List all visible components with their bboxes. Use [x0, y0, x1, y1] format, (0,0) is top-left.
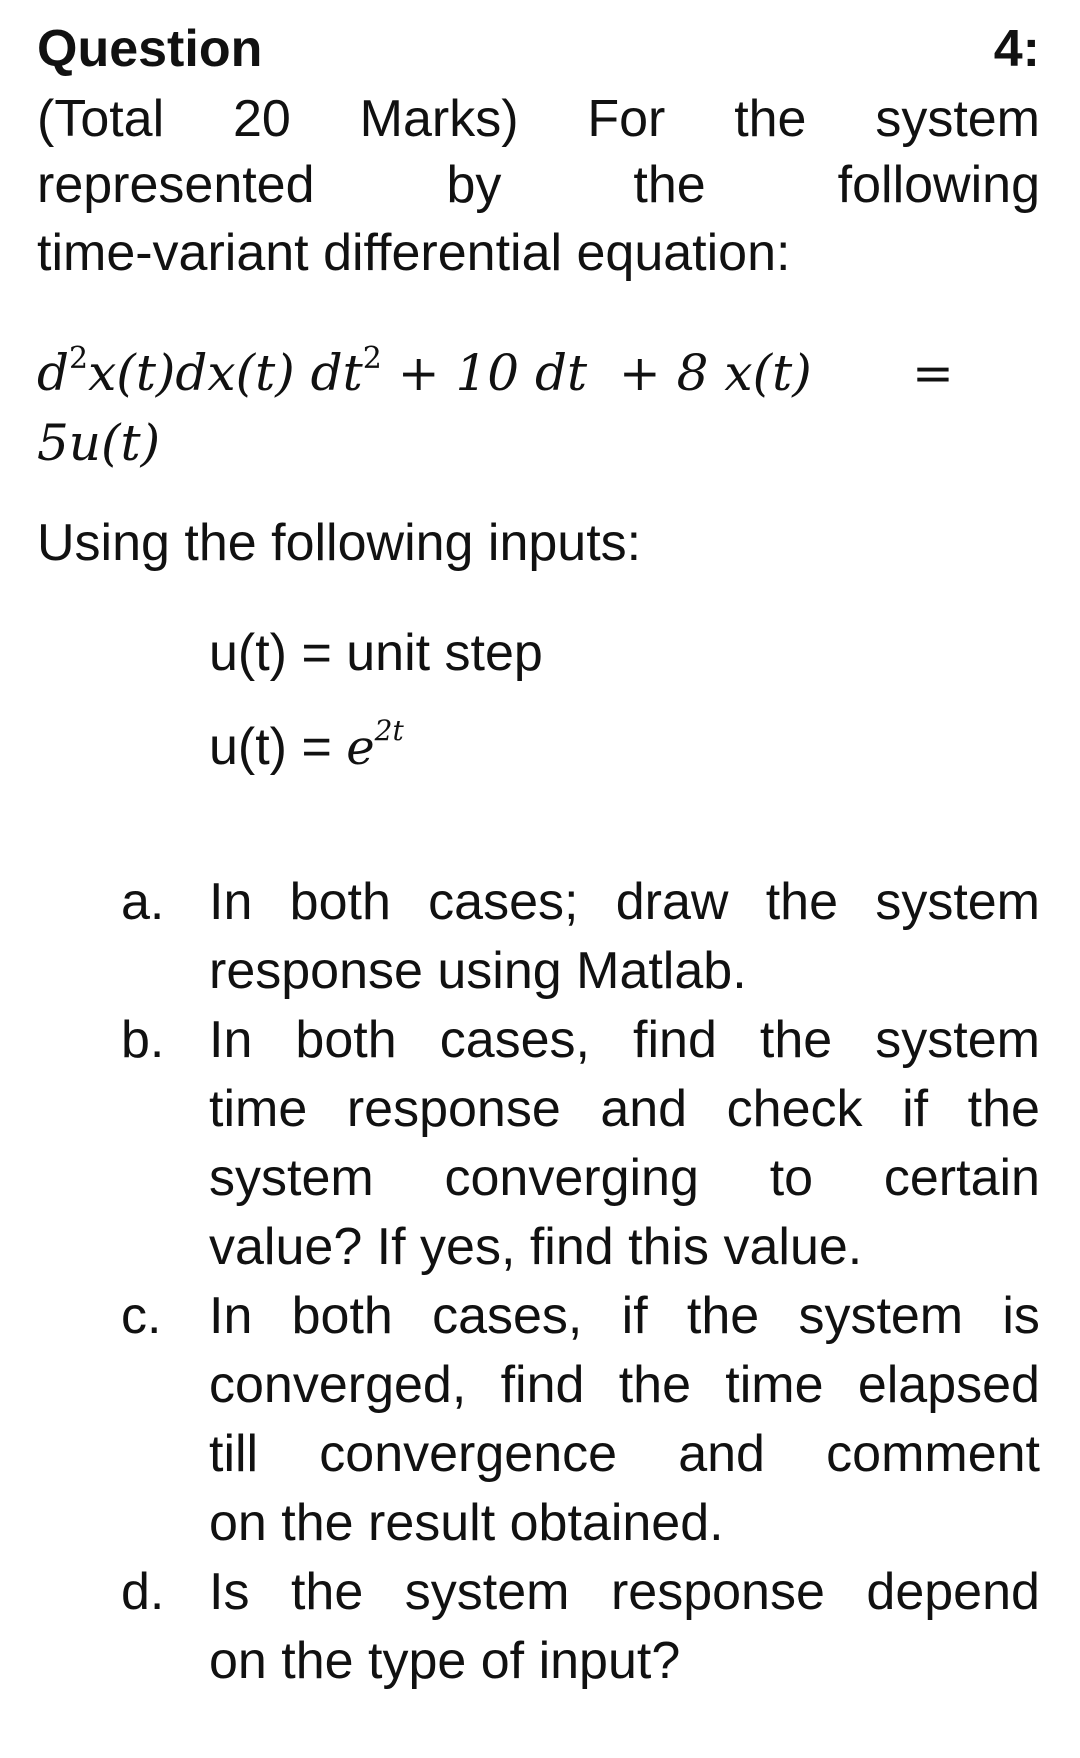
item-line — [209, 1351, 1040, 1420]
marks-word: (Total — [37, 90, 165, 148]
item-line — [209, 1075, 1040, 1144]
item-word: find — [500, 1356, 585, 1414]
item-word: certain — [883, 1149, 1040, 1207]
question-title: Question — [37, 20, 263, 78]
item-word: converged, — [209, 1356, 467, 1414]
item-word: the — [290, 1563, 364, 1621]
item-word: if — [621, 1287, 648, 1345]
equation-rhs — [37, 408, 160, 478]
exponential-expression — [346, 714, 404, 776]
exponential-base: e — [346, 720, 375, 776]
item-word: In — [209, 873, 253, 931]
exponential-power: 2t — [374, 714, 404, 747]
input-unit-step: u(t) = unit step — [209, 624, 543, 682]
item-word: time — [209, 1080, 308, 1138]
item-word: and — [678, 1425, 765, 1483]
item-line: response using Matlab. — [209, 942, 747, 1000]
equation-rest: + 10 dt + 8 x(t) — [381, 344, 812, 402]
item-line — [209, 868, 1040, 937]
item-word: system — [209, 1149, 374, 1207]
description-word: the — [633, 156, 706, 214]
item-word: find — [633, 1011, 717, 1069]
description-word: following — [837, 156, 1040, 214]
item-word: the — [759, 1011, 833, 1069]
item-line: value? If yes, find this value. — [209, 1218, 863, 1276]
marks-word: 20 — [232, 90, 291, 148]
item-word: both — [291, 1287, 393, 1345]
item-line — [209, 1558, 1040, 1627]
item-line: on the result obtained. — [209, 1494, 724, 1552]
item-word: time — [725, 1356, 824, 1414]
item-word: check — [726, 1080, 863, 1138]
question-number: 4: — [993, 20, 1040, 78]
description-end: time-variant differential equation: — [37, 224, 791, 282]
item-word: the — [967, 1080, 1040, 1138]
item-word: is — [1002, 1287, 1040, 1345]
item-word: cases, — [432, 1287, 583, 1345]
item-word: comment — [826, 1425, 1040, 1483]
item-line: on the type of input? — [209, 1632, 681, 1690]
item-word: both — [295, 1011, 397, 1069]
item-word: cases; — [428, 873, 579, 931]
item-line — [209, 1282, 1040, 1351]
item-word: and — [600, 1080, 688, 1138]
item-word: In — [209, 1011, 253, 1069]
item-word: depend — [866, 1563, 1040, 1621]
item-word: system — [875, 873, 1040, 931]
inputs-title: Using the following inputs: — [37, 514, 642, 572]
item-word: if — [902, 1080, 929, 1138]
item-word: response — [346, 1080, 561, 1138]
equation-term: x(t)dx(t) dt — [88, 344, 363, 402]
item-word: the — [686, 1287, 760, 1345]
item-word: converging — [444, 1149, 699, 1207]
description-word: represented — [37, 156, 315, 214]
item-letter: a. — [121, 873, 165, 931]
item-word: Is — [209, 1563, 250, 1621]
description-word: by — [446, 156, 502, 214]
equation-lhs — [37, 338, 812, 408]
item-word: system — [798, 1287, 964, 1345]
description-line — [37, 150, 1040, 220]
item-word: system — [875, 1011, 1040, 1069]
marks-word: system — [875, 90, 1040, 148]
item-letter: d. — [121, 1563, 165, 1621]
item-line — [209, 1006, 1040, 1075]
item-word: convergence — [319, 1425, 618, 1483]
item-word: the — [618, 1356, 691, 1414]
question-header — [37, 14, 1040, 84]
equation-d: d — [37, 344, 70, 402]
item-letter: b. — [121, 1011, 165, 1069]
item-word: response — [610, 1563, 825, 1621]
item-word: to — [769, 1149, 814, 1207]
equation-superscript: 2 — [362, 341, 382, 376]
item-line — [209, 1144, 1040, 1213]
item-word: till — [209, 1425, 259, 1483]
item-line — [209, 1420, 1040, 1489]
equation-equals: = — [912, 344, 954, 402]
equation-rhs-text: 5u(t) — [37, 414, 161, 472]
marks-line — [37, 84, 1040, 154]
marks-word: Marks) — [359, 90, 519, 148]
item-word: elapsed — [857, 1356, 1040, 1414]
input-exponential-prefix: u(t) = — [209, 718, 347, 776]
item-letter: c. — [121, 1287, 162, 1345]
item-word: system — [404, 1563, 570, 1621]
item-word: cases, — [439, 1011, 590, 1069]
marks-word: the — [734, 90, 807, 148]
item-word: In — [209, 1287, 253, 1345]
item-word: draw — [615, 873, 729, 931]
input-exponential — [209, 712, 404, 783]
equation-superscript: 2 — [69, 341, 89, 376]
marks-word: For — [587, 90, 666, 148]
item-word: the — [765, 873, 839, 931]
item-word: both — [289, 873, 391, 931]
